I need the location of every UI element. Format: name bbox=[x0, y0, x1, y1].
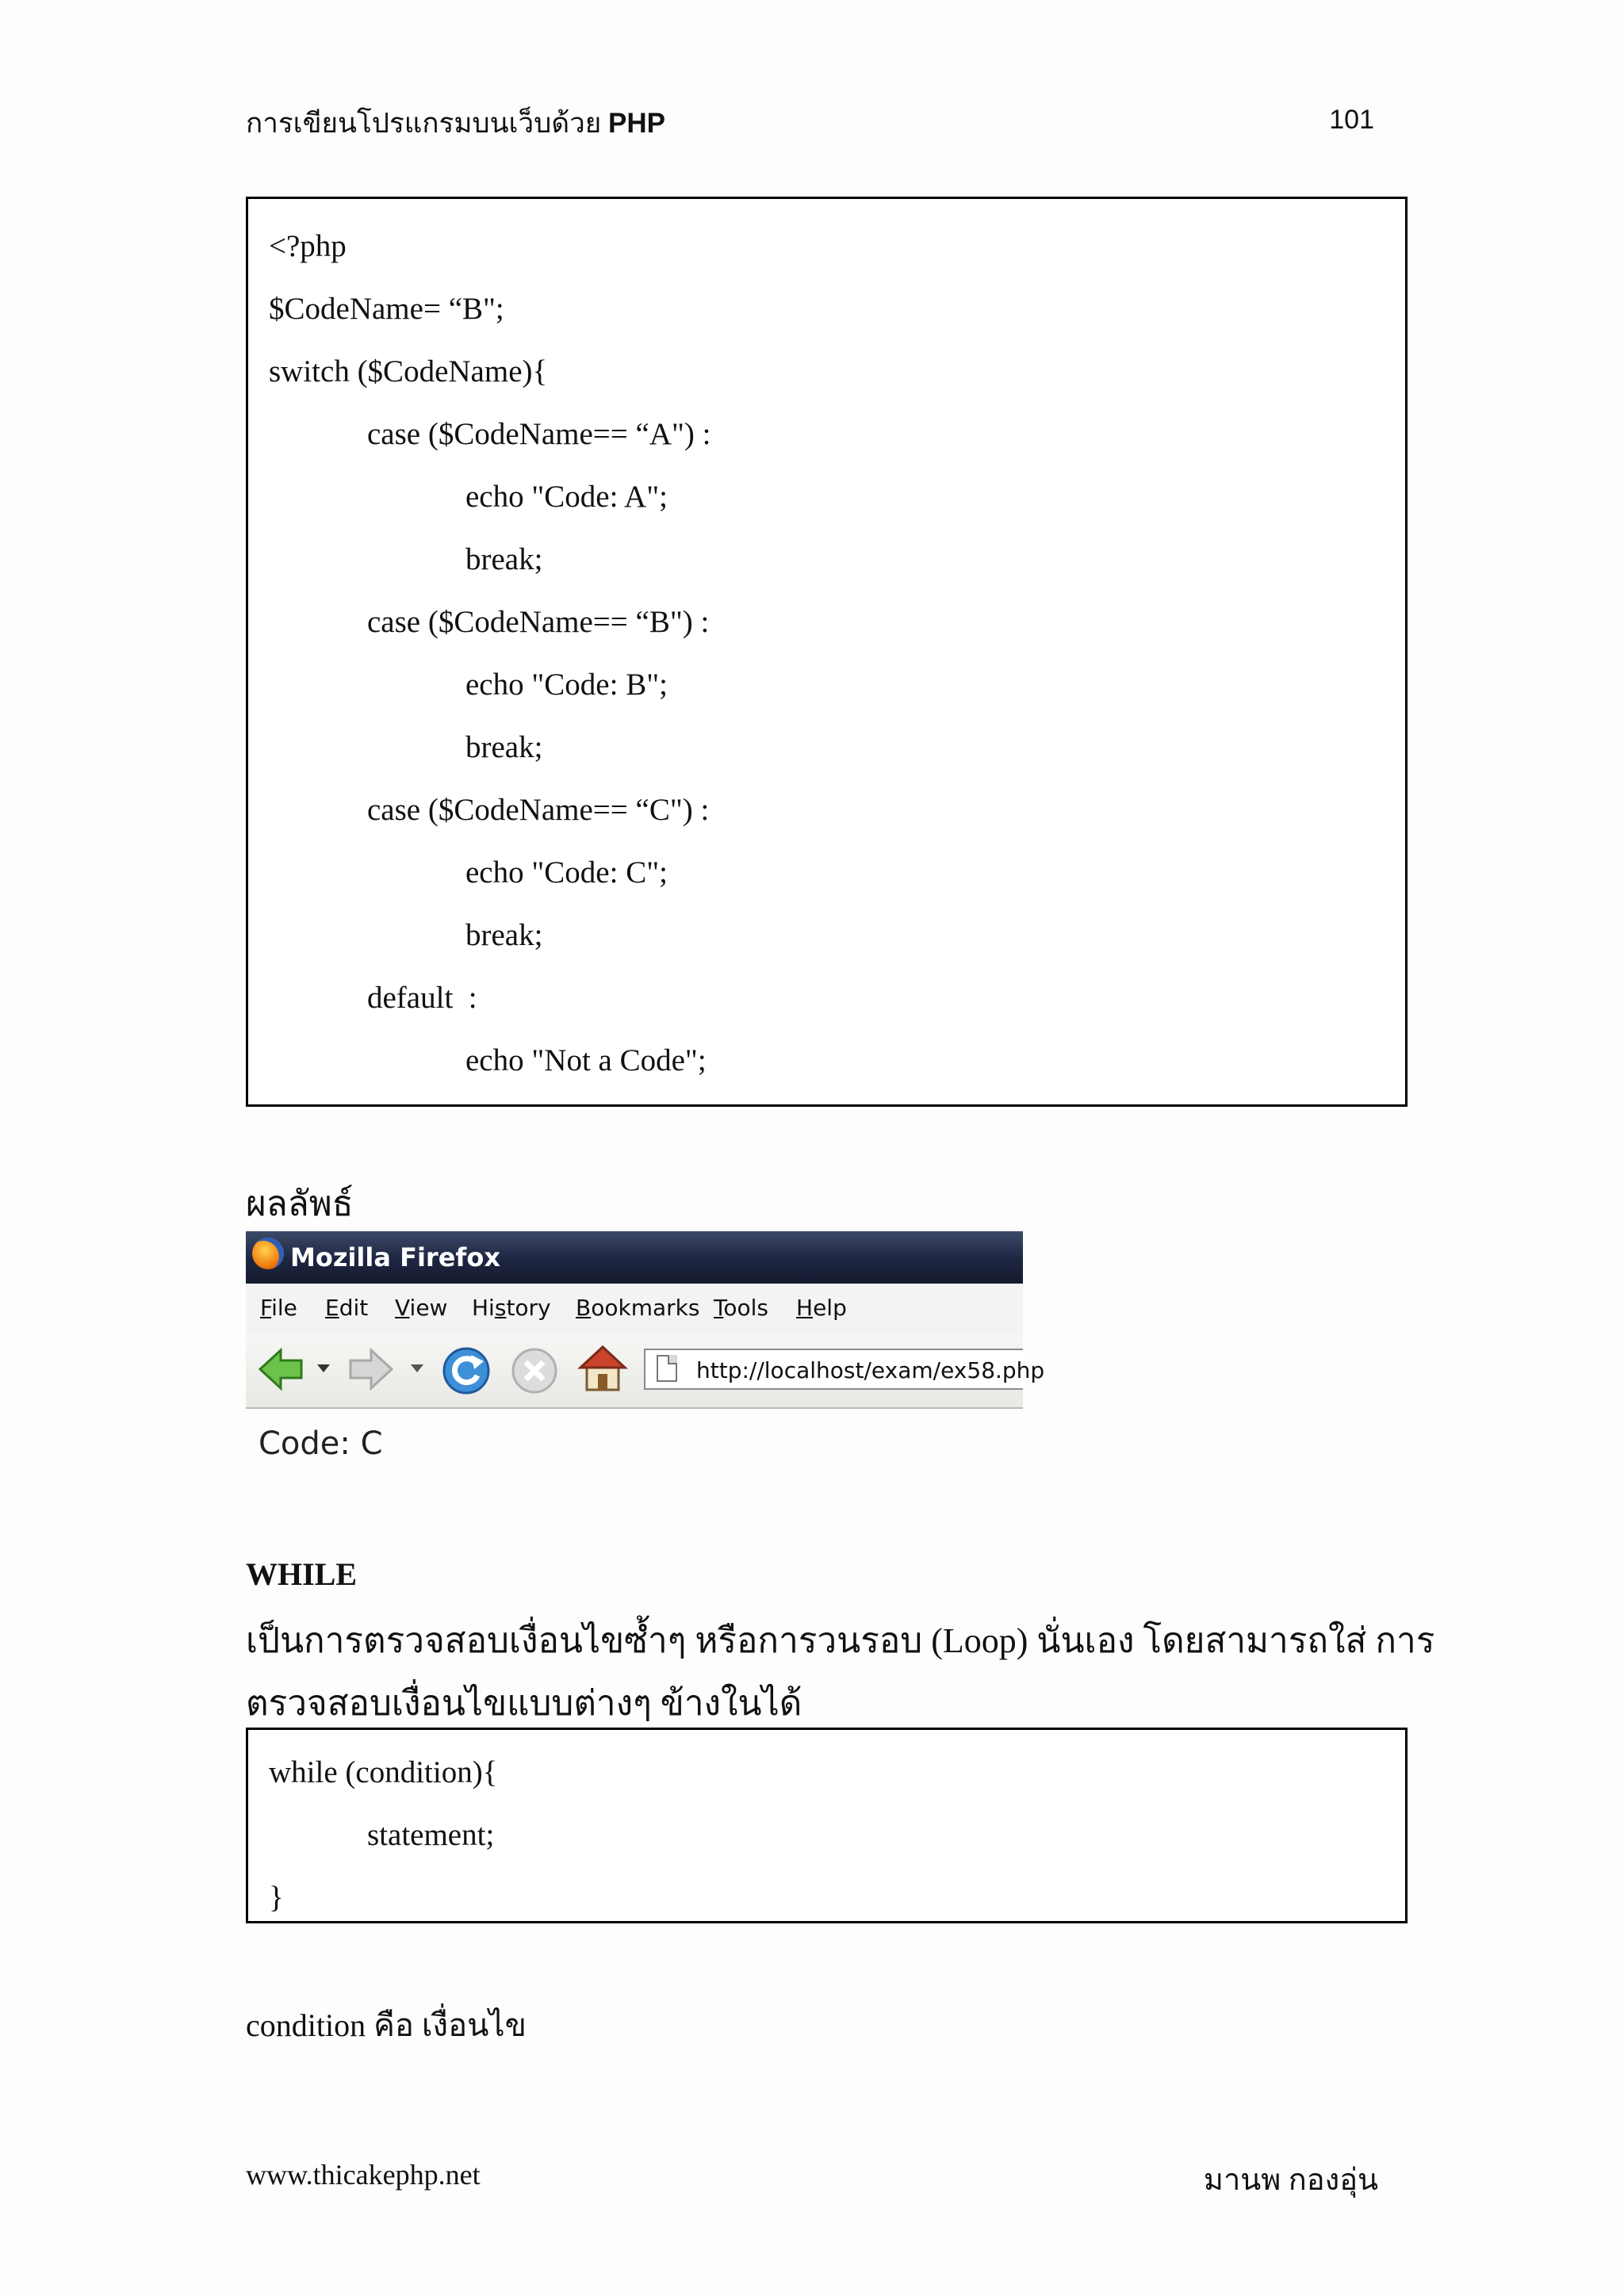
stop-icon[interactable] bbox=[511, 1347, 558, 1395]
code-line: break; bbox=[465, 730, 543, 764]
page-icon bbox=[657, 1355, 677, 1382]
url-text: http://localhost/exam/ex58.php bbox=[696, 1357, 1045, 1383]
code-line: switch ($CodeName){ bbox=[269, 354, 548, 388]
firefox-logo-icon bbox=[252, 1238, 284, 1269]
menu-bar bbox=[246, 1284, 1023, 1334]
menu-bookmarks[interactable]: Bookmarks bbox=[576, 1295, 700, 1321]
code-block-switch bbox=[246, 197, 1408, 1107]
url-bar[interactable] bbox=[644, 1349, 1045, 1390]
code-line: default : bbox=[367, 981, 477, 1015]
section-heading-while: WHILE bbox=[246, 1556, 358, 1592]
code-line: echo "Code: C"; bbox=[465, 855, 668, 890]
menu-view[interactable]: View bbox=[395, 1295, 448, 1321]
browser-page-output: Code: C bbox=[259, 1425, 383, 1462]
navigation-toolbar bbox=[246, 1334, 1045, 1409]
footer-website: www.thicakephp.net bbox=[246, 2159, 481, 2191]
code-line: echo "Not a Code"; bbox=[465, 1043, 707, 1077]
code-line: statement; bbox=[367, 1818, 495, 1852]
menu-tools[interactable]: Tools bbox=[714, 1295, 768, 1321]
code-line: case ($CodeName== “C") : bbox=[367, 793, 710, 827]
paragraph-line: เป็นการตรวจสอบเงื่อนไขซ้ำๆ หรือการวนรอบ (Loop) นั่นเอง โดยสามารถใส่ การ bbox=[246, 1621, 1435, 1660]
running-header-title bbox=[246, 101, 665, 145]
menu-help[interactable]: Help bbox=[796, 1295, 847, 1321]
code-line: } bbox=[269, 1881, 284, 1915]
code-line: break; bbox=[465, 542, 543, 576]
code-line: echo "Code: B"; bbox=[465, 668, 668, 702]
code-line: case ($CodeName== “B") : bbox=[367, 605, 710, 639]
code-line: case ($CodeName== “A") : bbox=[367, 417, 711, 451]
result-label: ผลลัพธ์ bbox=[246, 1184, 354, 1223]
header-title-php: PHP bbox=[608, 108, 665, 139]
window-title: Mozilla Firefox bbox=[290, 1242, 500, 1272]
code-line: break; bbox=[465, 918, 543, 952]
code-line: echo "Code: A"; bbox=[465, 480, 668, 514]
code-line: <?php bbox=[269, 229, 347, 263]
home-icon[interactable] bbox=[577, 1344, 628, 1393]
footer-author: มานพ กองอุ่น bbox=[1203, 2164, 1378, 2197]
browser-screenshot bbox=[246, 1231, 1045, 1407]
header-title-thai: การเขียนโปรแกรมบนเว็บด้วย bbox=[246, 108, 602, 139]
menu-history[interactable]: History bbox=[472, 1295, 551, 1321]
code-line: $CodeName= “B"; bbox=[269, 292, 504, 326]
reload-icon[interactable] bbox=[441, 1345, 492, 1396]
page-number: 101 bbox=[1329, 105, 1374, 135]
condition-definition: condition คือ เงื่อนไข bbox=[246, 2007, 527, 2043]
code-line: while (condition){ bbox=[269, 1755, 498, 1789]
back-arrow-icon[interactable] bbox=[257, 1347, 304, 1391]
forward-arrow-icon[interactable] bbox=[347, 1347, 395, 1391]
menu-file[interactable]: File bbox=[260, 1295, 297, 1321]
browser-titlebar bbox=[246, 1231, 1023, 1284]
forward-dropdown-icon[interactable] bbox=[411, 1364, 423, 1374]
code-block-while bbox=[246, 1728, 1408, 1923]
back-dropdown-icon[interactable] bbox=[317, 1364, 330, 1374]
paragraph-line: ตรวจสอบเงื่อนไขแบบต่างๆ ข้างในได้ bbox=[246, 1684, 802, 1723]
menu-edit[interactable]: Edit bbox=[325, 1295, 369, 1321]
